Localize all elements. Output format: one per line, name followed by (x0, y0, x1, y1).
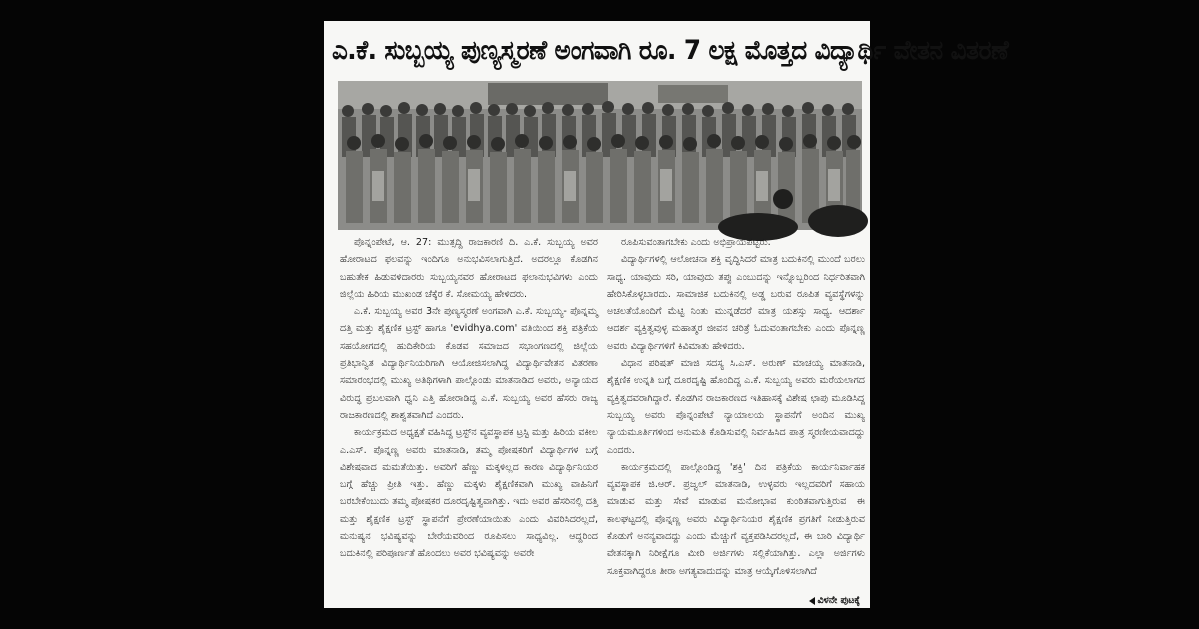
headline: ಎ.ಕೆ. ಸುಬ್ಬಯ್ಯ ಪುಣ್ಯಸ್ಮರಣೆ ಅಂಗವಾಗಿ ರೂ. 7 ಲಕ್ಷ ಮೊತ್ತದ ವಿದ್ಯಾರ್ಥಿ ವೇತನ ವಿತರಣೆ (332, 35, 1009, 66)
arrow-left-icon (809, 597, 815, 605)
group-photo-image (338, 81, 862, 230)
paragraph: ರೂಪಿಸುವಂತಾಗಬೇಕು ಎಂದು ಅಭಿಪ್ರಾಯಪಟ್ಟರು. (621, 237, 771, 248)
paragraph: ಎ.ಕೆ. ಸುಬ್ಬಯ್ಯ ಅವರ 3ನೇ ಪುಣ್ಯಸ್ಮರಣೆ ಅಂಗವಾಗಿ ಎ.ಕೆ. ಸುಬ್ಬಯ್ಯ- ಪೊನ್ನಮ್ಮ ದತ್ತಿ ಮತ್ತು ಶೈಕ್ಷಣಿಕ ಟ್ರಸ್ಟ್ ಹಾಗೂ 'evidhya.com' ವತಿಯಿಂದ ಶಕ್ತಿ ಪತ್ರಿಕೆಯ ಸಹಯೋಗದಲ್ಲಿ ಹುದಿಕೇರಿಯ ಕೊಡವ ಸಮಾಜದ ಸಭಾಂಗಣದಲ್ಲಿ ಜಿಲ್ಲೆಯ ಪ್ರತಿಭಾನ್ವಿತ ವಿದ್ಯಾರ್ಥಿನಿಯರಿಗಾಗಿ ಆಯೋಜಿಸಲಾಗಿದ್ದ ವಿದ್ಯಾರ್ಥಿವೇತನ ವಿತರಣಾ ಸಮಾರಂಭದಲ್ಲಿ ಮುಖ್ಯ ಅತಿಥಿಗಳಾಗಿ ಪಾಲ್ಗೊಂಡು ಮಾತನಾಡಿದ ಅವರು, ಅನ್ಯಾಯದ ವಿರುದ್ಧ ಪ್ರಬಲವಾಗಿ ಧ್ವನಿ ಎತ್ತಿ ಹೋರಾಡಿದ್ದ ಎ.ಕೆ. ಸುಬ್ಬಯ್ಯ ಅವರ ಹೆಸರು ರಾಜ್ಯ ರಾಜಕಾರಣದಲ್ಲಿ ಶಾಶ್ವತವಾಗಿದೆ ಎಂದರು. (340, 306, 598, 421)
paragraph: ವಿಧಾನ ಪರಿಷತ್ ಮಾಜಿ ಸದಸ್ಯ ಸಿ.ಎಸ್. ಅರುಣ್ ಮಾಚಯ್ಯ ಮಾತನಾಡಿ, ಶೈಕ್ಷಣಿಕ ಉನ್ನತಿ ಬಗ್ಗೆ ದೂರದೃಷ್ಟಿ ಹೊಂದಿದ್ದ ಎ.ಕೆ. ಸುಬ್ಬಯ್ಯ ಅವರು ಮರೆಯಲಾಗದ ವ್ಯಕ್ತಿತ್ವದವರಾಗಿದ್ದಾರೆ. ಕೊಡಗಿನ ರಾಜಕಾರಣದ ಇತಿಹಾಸಕ್ಕೆ ವಿಶೇಷ ಛಾಪು ಮೂಡಿಸಿದ್ದ ಸುಬ್ಬಯ್ಯ ಅವರು ಪೊನ್ನಂಪೇಟೆ ನ್ಯಾಯಾಲಯ ಸ್ಥಾಪನೆಗೆ ಅಂದಿನ ಮುಖ್ಯ ನ್ಯಾಯಮೂರ್ತಿಗಳಿಂದ ಅನುಮತಿ ಕೊಡಿಸುವಲ್ಲಿ ನಿರ್ವಹಿಸಿದ ಪಾತ್ರ ಸ್ಮರಣೀಯವಾದದ್ದು ಎಂದರು. (607, 358, 865, 456)
continued-label: ವಿಳನೇ ಪುಟಕ್ಕೆ (817, 595, 860, 606)
paragraph: ಕಾರ್ಯಕ್ರಮದಲ್ಲಿ ಪಾಲ್ಗೊಂಡಿದ್ದ 'ಶಕ್ತಿ' ದಿನ ಪತ್ರಿಕೆಯ ಕಾರ್ಯನಿರ್ವಾಹಕ ವ್ಯವಸ್ಥಾಪಕ ಜಿ.ಆರ್. ಪ್ರಜ್ವಲ್ ಮಾತನಾಡಿ, ಉಳ್ಳವರು ಇಲ್ಲದವರಿಗೆ ಸಹಾಯ ಮಾಡುವ ಮತ್ತು ಸೇವೆ ಮಾಡುವ ಮನೋಭಾವ ಕುಂಠಿತವಾಗುತ್ತಿರುವ ಈ ಕಾಲಘಟ್ಟದಲ್ಲಿ ಪೊನ್ನಣ್ಣ ಅವರು ವಿದ್ಯಾರ್ಥಿನಿಯರ ಶೈಕ್ಷಣಿಕ ಪ್ರಗತಿಗೆ ನೀಡುತ್ತಿರುವ ಕೊಡುಗೆ ಅನನ್ಯವಾದದ್ದು ಎಂದು ಮೆಚ್ಚುಗೆ ವ್ಯಕ್ತಪಡಿಸಿದರಲ್ಲದೆ, ಈ ಬಾರಿ ವಿದ್ಯಾರ್ಥಿ ವೇತನಕ್ಕಾಗಿ ನಿರೀಕ್ಷೆಗೂ ಮೀರಿ ಅರ್ಜಿಗಳು ಸಲ್ಲಿಕೆಯಾಗಿತ್ತು. ಎಲ್ಲಾ ಅರ್ಜಿಗಳು ಸೂಕ್ತವಾಗಿದ್ದರೂ ತೀರಾ ಅಗತ್ಯವಾದುದನ್ನು ಮಾತ್ರ ಆಯ್ಕೆಗೊಳಿಸಲಾಗಿದೆ (607, 461, 865, 577)
article-column-right (607, 234, 865, 604)
newspaper-clipping (324, 21, 1009, 608)
paragraph: ವಿದ್ಯಾರ್ಥಿಗಳಲ್ಲಿ ಆಲೋಚನಾ ಶಕ್ತಿ ವೃದ್ಧಿಸಿದರೆ ಮಾತ್ರ ಬದುಕಿನಲ್ಲಿ ಮುಂದೆ ಬರಲು ಸಾಧ್ಯ. ಯಾವುದು ಸರಿ, ಯಾವುದು ತಪ್ಪು ಎಂಬುದನ್ನು ಇನ್ನೊಬ್ಬರಿಂದ ನಿರ್ಧರಿತವಾಗಿ ಹೇರಿಸಿಕೊಳ್ಳಬಾರದು. ಸಾಮಾಜಿಕ ಬದುಕಿನಲ್ಲಿ ಅಡ್ಡ ಬರುವ ರೂಪಿತ ವ್ಯವಸ್ಥೆಗಳನ್ನು ಅಚಲತೆಯೊಂದಿಗೆ ಮೆಟ್ಟಿ ನಿಂತು ಮುನ್ನಡೆದರೆ ಮಾತ್ರ ಯಶಸ್ಸು ಸಾಧ್ಯ. ಆದರ್ಶಾ ಆದರ್ಶ ವ್ಯಕ್ತಿತ್ವವುಳ್ಳ ಮಹಾತ್ಮರ ಜೀವನ ಚರಿತ್ರೆ ಓದುವಂತಾಗಬೇಕು ಎಂದು ಪೊನ್ನಣ್ಣ ಅವರು ವಿದ್ಯಾರ್ಥಿಗಳಿಗೆ ಕಿವಿಮಾತು ಹೇಳಿದರು. (607, 254, 865, 352)
paragraph: ಪೊನ್ನಂಪೇಟೆ, ಆ. 27: ಮುತ್ಸದ್ದಿ ರಾಜಕಾರಣಿ ದಿ. ಎ.ಕೆ. ಸುಬ್ಬಯ್ಯ ಅವರ ಹೋರಾಟದ ಫಲವನ್ನು ಇಂದಿಗೂ ಅನುಭವಿಸಲಾಗುತ್ತಿದೆ. ಅದರಲ್ಲೂ ಕೊಡಗಿನ ಬಹುತೇಕ ಹಿಡುವಳಿದಾರರು ಸುಬ್ಬಯ್ಯನವರ ಹೋರಾಟದ ಫಲಾನುಭವಿಗಳು ಎಂದು ಜಿಲ್ಲೆಯ ಹಿರಿಯ ಮುಖಂಡ ಚೆಕ್ಕೆರ ಕೆ. ಸೋಮಯ್ಯ ಹೇಳಿದರು. (340, 237, 598, 300)
paragraph: ಕಾರ್ಯಕ್ರಮದ ಅಧ್ಯಕ್ಷತೆ ವಹಿಸಿದ್ದ ಟ್ರಸ್ಟ್‌ನ ವ್ಯವಸ್ಥಾಪಕ ಟ್ರಸ್ಟಿ ಮತ್ತು ಹಿರಿಯ ವಕೀಲ ಎ.ಎಸ್. ಪೊನ್ನಣ್ಣ ಅವರು ಮಾತನಾಡಿ, ತಮ್ಮ ಪೋಷಕರಿಗೆ ವಿದ್ಯಾರ್ಥಿಗಳ ಬಗ್ಗೆ ವಿಶೇಷವಾದ ಮಮತೆಯಿತ್ತು. ಅವರಿಗೆ ಹೆಣ್ಣು ಮಕ್ಕಳಿಲ್ಲದ ಕಾರಣ ವಿದ್ಯಾರ್ಥಿನಿಯರ ಬಗ್ಗೆ ಹೆಚ್ಚು ಪ್ರೀತಿ ಇತ್ತು. ಹೆಣ್ಣು ಮಕ್ಕಳು ಶೈಕ್ಷಣಿಕವಾಗಿ ಮುಖ್ಯ ವಾಹಿನಿಗೆ ಬರಬೇಕೆಂಬುದು ತಮ್ಮ ಪೋಷಕರ ದೂರದೃಷ್ಟಿತ್ವವಾಗಿತ್ತು. ಇದು ಅವರ ಹೆಸರಿನಲ್ಲಿ ದತ್ತಿ ಮತ್ತು ಶೈಕ್ಷಣಿಕ ಟ್ರಸ್ಟ್ ಸ್ಥಾಪನೆಗೆ ಪ್ರೇರಣೆಯಾಯಿತು ಎಂದು ವಿವರಿಸಿದರಲ್ಲದೆ, ಮನುಷ್ಯನ ಭವಿಷ್ಯವನ್ನು ಬೇರೆಯವರಿಂದ ರೂಪಿಸಲು ಸಾಧ್ಯವಿಲ್ಲ. ಆದ್ದರಿಂದ ಬದುಕಿನಲ್ಲಿ ಪರಿಪೂರ್ಣತೆ ಹೊಂದಲು ಅವರ ಭವಿಷ್ಯವನ್ನು ಅವರೇ (340, 427, 598, 560)
article-column-left (340, 234, 598, 604)
group-photo (338, 81, 862, 230)
continued-marker (805, 595, 861, 606)
